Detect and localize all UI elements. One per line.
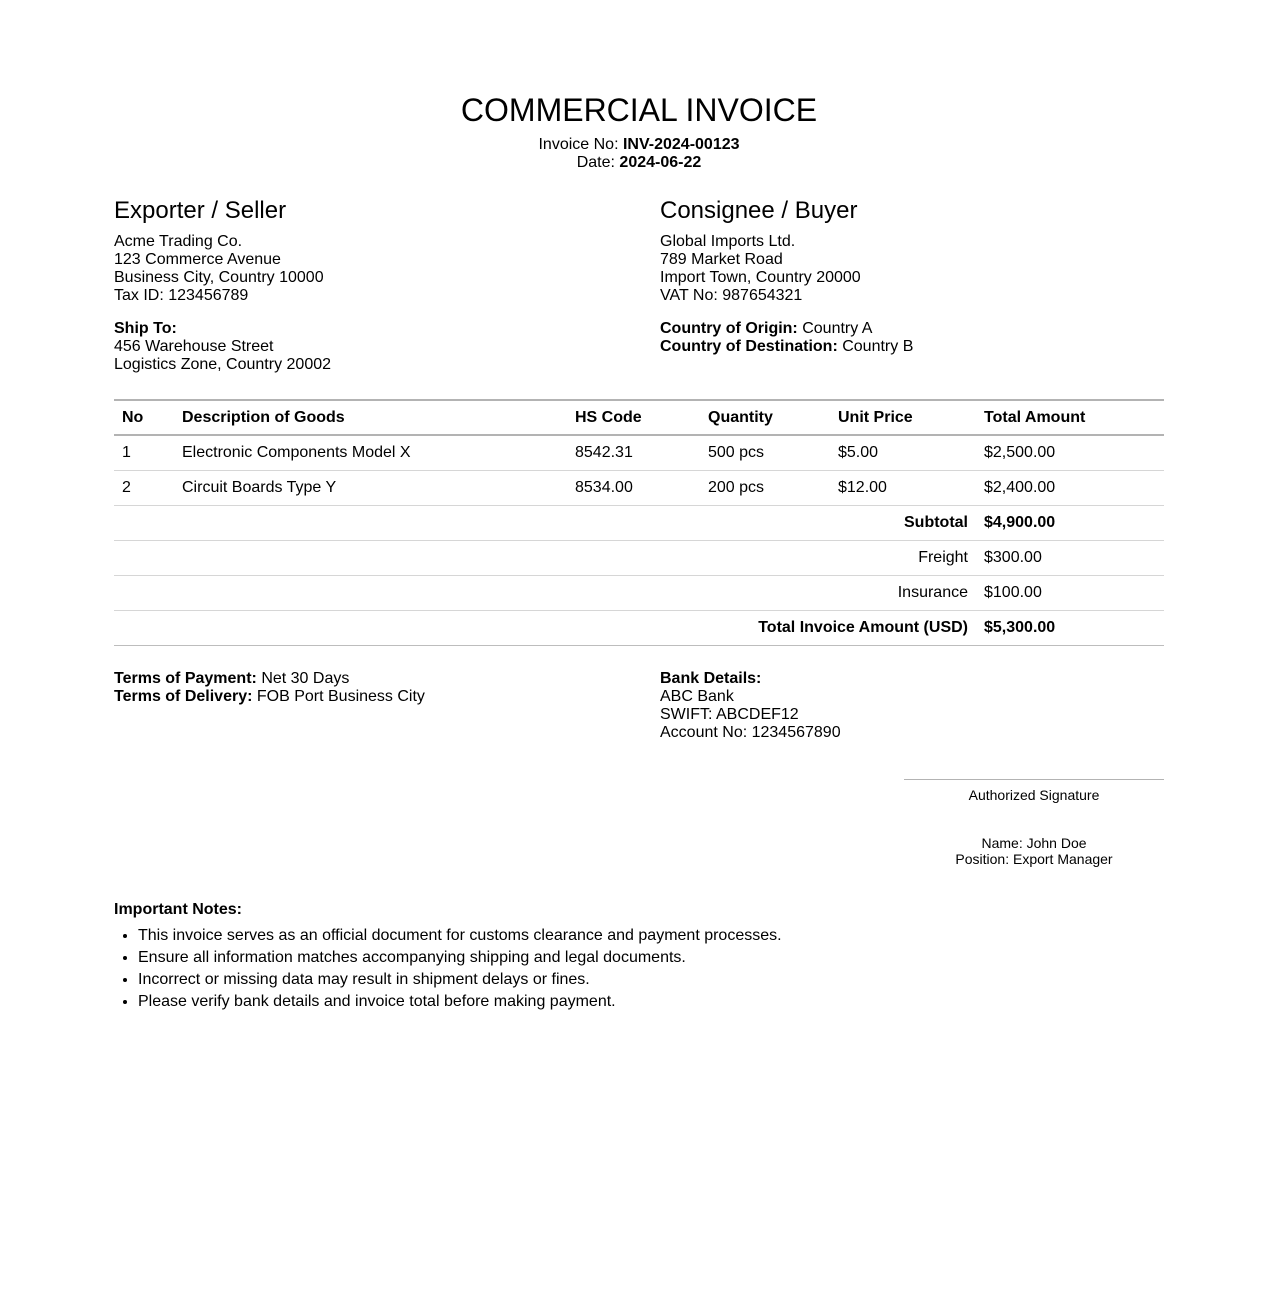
ship-to-label: Ship To: xyxy=(114,320,177,337)
cell-no: 1 xyxy=(114,435,174,471)
bank-line: Account No: 1234567890 xyxy=(660,724,841,741)
cell-hs-code: 8534.00 xyxy=(567,471,700,506)
list-item: • Ensure all information matches accompanying shipping and legal documents. xyxy=(138,949,1164,971)
invoice-number-line xyxy=(0,136,1278,154)
cell-total-amount: $2,400.00 xyxy=(976,471,1164,506)
total-value: $5,300.00 xyxy=(976,611,1164,646)
terms-of-delivery xyxy=(114,688,634,706)
invoice-date: 2024-06-22 xyxy=(619,154,702,171)
exporter-line: Business City, Country 10000 xyxy=(114,269,324,286)
consignee-line: Global Imports Ltd. xyxy=(660,233,796,250)
column-header-quantity: Quantity xyxy=(700,400,830,435)
notes-title: Important Notes: xyxy=(114,901,242,918)
column-header-unit-price: Unit Price xyxy=(830,400,976,435)
exporter-address xyxy=(114,233,634,305)
items-table xyxy=(114,399,1164,646)
column-header-no: No xyxy=(114,400,174,435)
insurance-label: Insurance xyxy=(114,576,976,611)
exporter-line: 123 Commerce Avenue xyxy=(114,251,281,268)
invoice-title: COMMERCIAL INVOICE xyxy=(460,92,818,128)
freight-label: Freight xyxy=(114,541,976,576)
country-of-destination xyxy=(660,338,1164,356)
signatory-name: Name: John Doe xyxy=(981,835,1087,851)
insurance-value: $100.00 xyxy=(976,576,1164,611)
delivery-value: FOB Port Business City xyxy=(256,688,425,705)
invoice-date-label: Date: xyxy=(576,154,615,171)
destination-label: Country of Destination: xyxy=(660,338,838,355)
consignee-line: 789 Market Road xyxy=(660,251,783,268)
payment-value: Net 30 Days xyxy=(261,670,350,687)
subtotal-label: Subtotal xyxy=(114,506,976,541)
cell-total-amount: $2,500.00 xyxy=(976,435,1164,471)
table-row xyxy=(114,435,1164,471)
signatory-position: Position: Export Manager xyxy=(955,851,1113,867)
ship-to-line: 456 Warehouse Street xyxy=(114,338,274,355)
cell-hs-code: 8542.31 xyxy=(567,435,700,471)
freight-value: $300.00 xyxy=(976,541,1164,576)
exporter-section xyxy=(114,197,634,305)
bank-line: ABC Bank xyxy=(660,688,734,705)
notes-section xyxy=(114,901,1164,1015)
consignee-address xyxy=(660,233,1164,305)
total-label: Total Invoice Amount (USD) xyxy=(114,611,976,646)
delivery-label: Terms of Delivery: xyxy=(114,688,253,705)
consignee-heading: Consignee / Buyer xyxy=(660,197,858,224)
invoice-number: INV-2024-00123 xyxy=(622,136,740,153)
origin-value: Country A xyxy=(802,320,873,337)
column-header-hs-code: HS Code xyxy=(567,400,700,435)
list-item: • This invoice serves as an official document for customs clearance and payment processes. xyxy=(138,927,1164,949)
ship-to-line: Logistics Zone, Country 20002 xyxy=(114,356,332,373)
signature-label: Authorized Signature xyxy=(968,787,1100,803)
invoice-number-label: Invoice No: xyxy=(538,136,619,153)
consignee-line: VAT No: 987654321 xyxy=(660,287,803,304)
subtotal-value: $4,900.00 xyxy=(976,506,1164,541)
destination-value: Country B xyxy=(842,338,914,355)
bank-line: SWIFT: ABCDEF12 xyxy=(660,706,799,723)
cell-quantity: 500 pcs xyxy=(700,435,830,471)
column-header-total-amount: Total Amount xyxy=(976,400,1164,435)
bank-label: Bank Details: xyxy=(660,670,762,687)
cell-description: Circuit Boards Type Y xyxy=(174,471,567,506)
total-row xyxy=(114,611,1164,646)
invoice-meta xyxy=(0,136,1278,172)
exporter-line: Tax ID: 123456789 xyxy=(114,287,249,304)
insurance-row xyxy=(114,576,1164,611)
consignee-section xyxy=(660,197,1164,305)
cell-unit-price: $5.00 xyxy=(830,435,976,471)
table-row xyxy=(114,471,1164,506)
consignee-line: Import Town, Country 20000 xyxy=(660,269,861,286)
country-of-origin xyxy=(660,320,1164,338)
payment-label: Terms of Payment: xyxy=(114,670,257,687)
table-header-row xyxy=(114,400,1164,435)
freight-row xyxy=(114,541,1164,576)
list-item: • Incorrect or missing data may result in shipment delays or fines. xyxy=(138,971,1164,993)
exporter-heading: Exporter / Seller xyxy=(114,197,287,224)
signature-block xyxy=(904,779,1164,867)
notes-list xyxy=(114,927,1164,1015)
cell-unit-price: $12.00 xyxy=(830,471,976,506)
subtotal-row xyxy=(114,506,1164,541)
cell-quantity: 200 pcs xyxy=(700,471,830,506)
ship-to-section xyxy=(114,320,634,374)
bank-section xyxy=(660,670,1164,742)
cell-no: 2 xyxy=(114,471,174,506)
list-item: • Please verify bank details and invoice total before making payment. xyxy=(138,993,1164,1015)
column-header-description: Description of Goods xyxy=(174,400,567,435)
terms-of-payment xyxy=(114,670,634,688)
cell-description: Electronic Components Model X xyxy=(174,435,567,471)
origin-section xyxy=(660,320,1164,356)
terms-section xyxy=(114,670,634,706)
invoice-date-line xyxy=(0,154,1278,172)
exporter-line: Acme Trading Co. xyxy=(114,233,243,250)
origin-label: Country of Origin: xyxy=(660,320,798,337)
